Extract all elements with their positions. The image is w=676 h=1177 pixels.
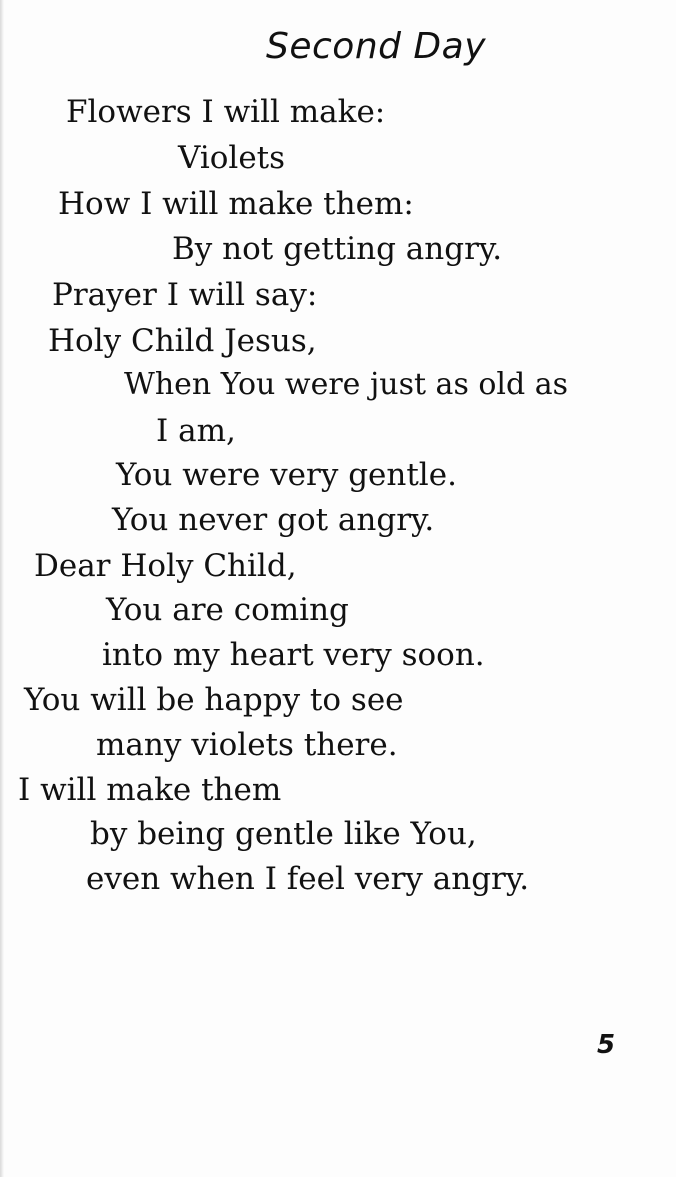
text-line: Holy Child Jesus,: [48, 323, 317, 359]
text-line: You are coming: [106, 592, 349, 628]
text-line: into my heart very soon.: [102, 637, 485, 673]
text-line: I will make them: [18, 772, 282, 808]
text-line: How I will make them:: [58, 186, 414, 222]
text-line: Dear Holy Child,: [34, 548, 297, 584]
text-line: many violets there.: [96, 727, 398, 763]
page-number: 5: [597, 1030, 616, 1060]
text-line: When You were just as old as: [124, 367, 569, 402]
page-heading: Second Day: [266, 26, 487, 67]
text-line: Prayer I will say:: [52, 277, 318, 313]
text-line: I am,: [156, 413, 236, 449]
text-line: You were very gentle.: [116, 457, 457, 493]
text-line: You will be happy to see: [24, 682, 404, 718]
text-line: by being gentle like You,: [90, 816, 477, 852]
text-line: Violets: [178, 140, 286, 176]
page-edge-shadow: [0, 0, 4, 1177]
text-line: even when I feel very angry.: [86, 861, 530, 897]
text-line: You never got angry.: [112, 502, 435, 538]
text-line: By not getting angry.: [172, 231, 503, 267]
text-line: Flowers I will make:: [66, 94, 386, 130]
